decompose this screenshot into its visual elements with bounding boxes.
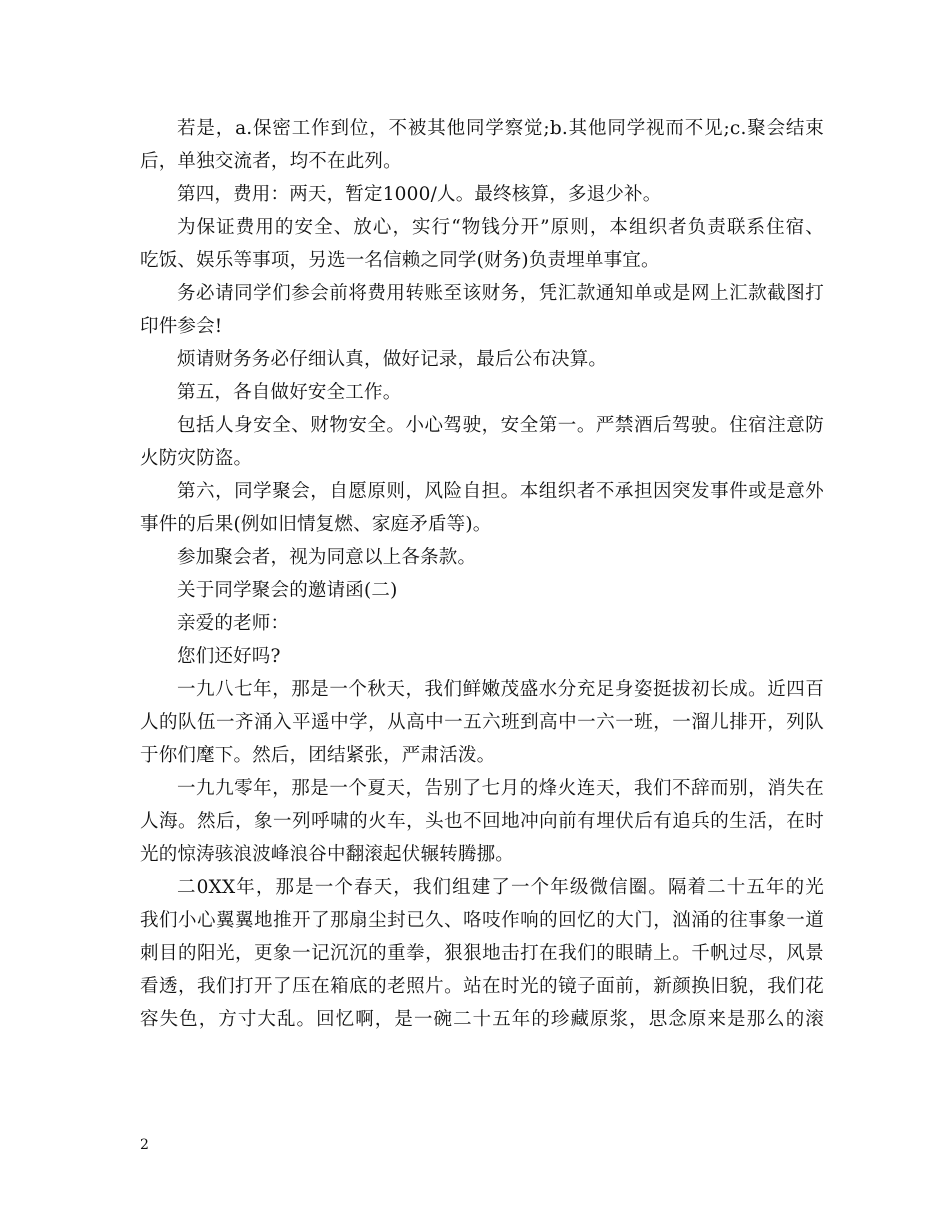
text-line: 容失色，方寸大乱。回忆啊，是一碗二十五年的珍藏原浆，思念原来是那么的滚 <box>140 1009 824 1030</box>
text-line: 后，单独交流者，均不在此列。 <box>140 151 402 172</box>
text-line: 刺目的阳光，更象一记沉沉的重拳，狠狠地击打在我们的眼睛上。千帆过尽，风景 <box>140 943 824 964</box>
page-number: 2 <box>140 1137 149 1153</box>
text-line: 人的队伍一齐涌入平遥中学，从高中一五六班到高中一六一班，一溜儿排开，列队 <box>140 712 824 733</box>
text-line: 于你们麾下。然后，团结紧张，严肃活泼。 <box>140 745 496 766</box>
text-line: 务必请同学们参会前将费用转账至该财务，凭汇款通知单或是网上汇款截图打 <box>177 283 824 304</box>
text-line: 事件的后果(例如旧情复燃、家庭矛盾等)。 <box>140 514 492 535</box>
text-line: 烦请财务务必仔细认真，做好记录，最后公布决算。 <box>177 349 608 370</box>
text-line: 包括人身安全、财物安全。小心驾驶，安全第一。严禁酒后驾驶。住宿注意防 <box>177 415 824 436</box>
text-line: 看透，我们打开了压在箱底的老照片。站在时光的镜子面前，新颜换旧貌，我们花 <box>140 976 824 997</box>
document-body <box>140 112 824 1036</box>
text-line: 您们还好吗? <box>177 646 281 667</box>
text-line: 一九九零年，那是一个夏天，告别了七月的烽火连天，我们不辞而别，消失在 <box>177 778 824 799</box>
text-line: 关于同学聚会的邀请函(二) <box>177 580 398 601</box>
text-line: 我们小心翼翼地推开了那扇尘封已久、咯吱作响的回忆的大门，汹涌的往事象一道 <box>140 910 824 931</box>
text-line: 人海。然后，象一列呼啸的火车，头也不回地冲向前有埋伏后有追兵的生活，在时 <box>140 811 824 832</box>
text-line: 亲爱的老师： <box>177 613 290 634</box>
text-line: 二0XX年，那是一个春天，我们组建了一个年级微信圈。隔着二十五年的光 <box>177 877 824 898</box>
text-line: 印件参会! <box>140 316 223 337</box>
text-line: 第六，同学聚会，自愿原则，风险自担。本组织者不承担因突发事件或是意外 <box>177 481 824 502</box>
text-line: 若是，a.保密工作到位，不被其他同学察觉;b.其他同学视而不见;c.聚会结束 <box>177 118 824 139</box>
text-line: 一九八七年，那是一个秋天，我们鲜嫩茂盛水分充足身姿挺拔初长成。近四百 <box>177 679 824 700</box>
text-line: 第五，各自做好安全工作。 <box>177 382 402 403</box>
text-line: 第四，费用：两天，暂定1000/人。最终核算，多退少补。 <box>177 184 662 205</box>
text-line: 为保证费用的安全、放心，实行“物钱分开”原则，本组织者负责联系住宿、 <box>177 217 824 238</box>
text-line: 参加聚会者，视为同意以上各条款。 <box>177 547 477 568</box>
text-line: 火防灾防盗。 <box>140 448 253 469</box>
text-line: 光的惊涛骇浪波峰浪谷中翻滚起伏辗转腾挪。 <box>140 844 515 865</box>
text-line: 吃饭、娱乐等事项，另选一名信赖之同学(财务)负责埋单事宜。 <box>140 250 660 271</box>
